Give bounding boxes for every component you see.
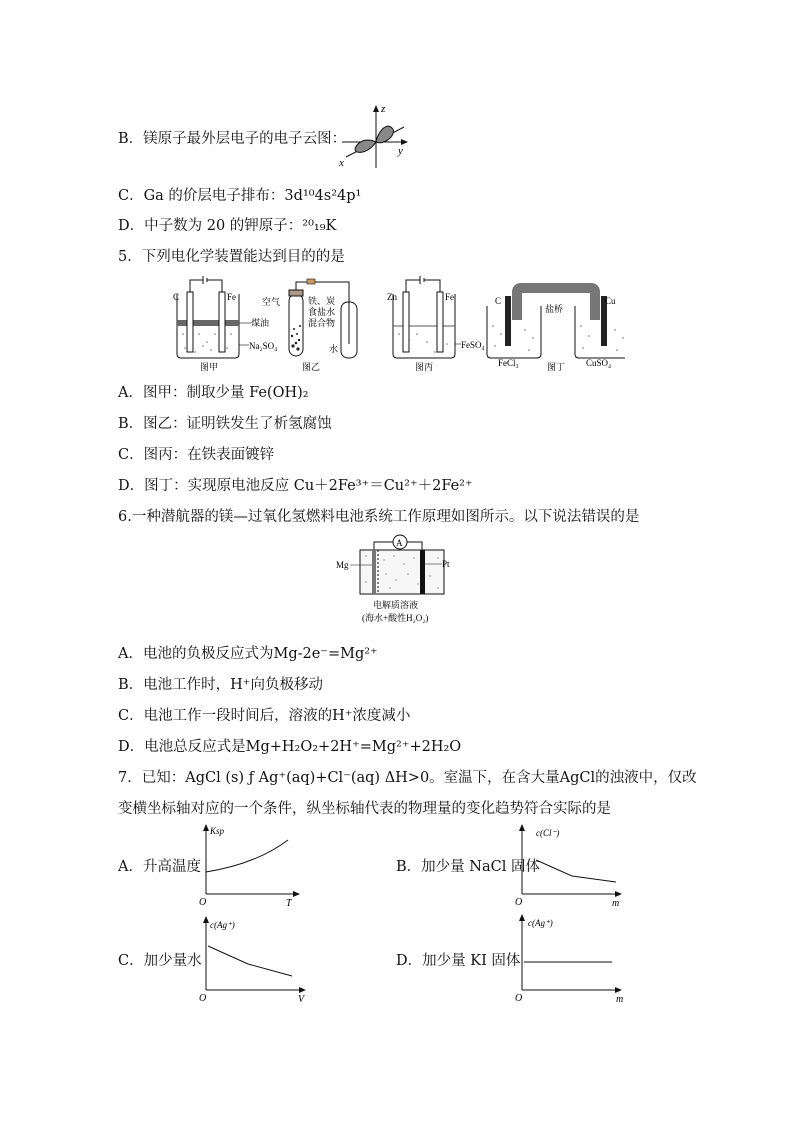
q6-caption-2: (海水+酸性H₂O₂)	[362, 613, 429, 623]
graph-a-xlabel: T	[286, 898, 292, 908]
mg-label: Mg	[336, 560, 349, 570]
graph-a-origin: O	[199, 897, 207, 908]
yi-air-label: 空气	[262, 297, 281, 307]
figure-jia	[173, 276, 277, 372]
jia-kerosene-label: 煤油	[251, 318, 270, 328]
q6-option-a: A．电池的负极反应式为Mg-2e⁻=Mg²⁺	[118, 646, 378, 662]
graph-c-curve	[208, 946, 292, 976]
yi-mix3-label: 混合物	[308, 318, 336, 328]
jia-caption: 图甲	[200, 362, 219, 372]
ding-c-label: C	[495, 296, 502, 306]
figure-ding	[487, 288, 625, 372]
q6-option-d: D．电池总反应式是Mg+H₂O₂+2H⁺=Mg²⁺+2H₂O	[118, 739, 462, 755]
bing-caption: 图丙	[415, 362, 434, 372]
q7-graph-b	[512, 822, 628, 908]
q7-graph-d	[512, 912, 628, 1004]
q5-option-a: A．图甲：制取少量 Fe(OH)₂	[118, 385, 309, 401]
graph-d-ylabel: c(Ag⁺)	[528, 918, 553, 928]
yi-caption: 图乙	[302, 362, 321, 372]
ding-bridge-label: 盐桥	[545, 304, 564, 314]
q6-option-c: C．电池工作一段时间后，溶液的H⁺浓度减小	[118, 708, 411, 724]
q6-caption-1: 电解质溶液	[373, 600, 419, 610]
graph-a-ylabel: Ksp	[210, 826, 225, 836]
figure-yi	[262, 279, 357, 372]
q5-option-d: D．图丁：实现原电池反应 Cu＋2Fe³⁺＝Cu²⁺＋2Fe²⁺	[118, 478, 473, 494]
bing-fe-label: Fe	[445, 292, 454, 302]
option-c-prev: C．Ga 的价层电子排布：3d¹⁰4s²4p¹	[118, 188, 362, 204]
q7-option-b-label: B．加少量 NaCl 固体	[396, 859, 540, 875]
q5-figures	[165, 274, 625, 372]
q7-graph-a	[196, 822, 306, 908]
ding-caption: 图丁	[547, 362, 566, 372]
q7-stem-line1: 7．已知：AgCl (s) ƒ Ag⁺(aq)+Cl⁻(aq) ΔH>0。室温下，在含大量AgCl的浊液中，仅改	[118, 770, 697, 786]
axis-x-label: x	[339, 157, 344, 169]
q6-figure	[330, 534, 470, 626]
pt-label: Pt	[442, 559, 450, 569]
graph-d-xlabel: m	[616, 994, 624, 1004]
ding-right-label: CuSO₄	[586, 358, 612, 368]
electron-cloud-figure	[336, 102, 416, 172]
ding-cu-label: Cu	[605, 296, 616, 306]
graph-d-origin: O	[515, 993, 523, 1004]
q5-stem: 5．下列电化学装置能达到目的的是	[118, 249, 345, 265]
figure-bing	[387, 276, 485, 372]
graph-b-ylabel: c(Cl⁻)	[536, 828, 560, 838]
bing-electrolyte-label: FeSO₄	[461, 340, 485, 350]
yi-mix1-label: 铁、炭	[308, 296, 336, 306]
q7-option-d-label: D．加少量 KI 固体	[396, 953, 521, 969]
graph-c-origin: O	[199, 993, 207, 1004]
q7-stem-line2: 变横坐标轴对应的一个条件，纵坐标轴代表的物理量的变化趋势符合实际的是	[118, 801, 611, 817]
ding-left-label: FeCl₃	[498, 358, 519, 368]
graph-b-origin: O	[515, 897, 523, 908]
graph-c-ylabel: c(Ag⁺)	[210, 920, 235, 930]
option-d-prev	[118, 216, 336, 236]
q5-option-b: B．图乙：证明铁发生了析氢腐蚀	[118, 416, 332, 432]
q7-graph-c	[196, 914, 312, 1004]
graph-b-curve	[536, 860, 616, 882]
nuclide-symbol: ²⁰₁₉K	[302, 218, 337, 234]
axis-y-label: y	[398, 145, 403, 157]
axis-z-label: z	[381, 103, 386, 115]
q5-option-c: C．图丙：在铁表面镀锌	[118, 447, 275, 463]
jia-electrolyte-label: Na₂SO₄	[249, 341, 278, 351]
option-d-prev-text: D．中子数为 20 的钾原子：	[118, 218, 303, 234]
ammeter-label: A	[396, 538, 403, 548]
option-b-prev: B．镁原子最外层电子的电子云图：	[118, 131, 347, 147]
jia-fe-label: Fe	[227, 292, 236, 302]
jia-c-label: C	[173, 292, 180, 302]
bing-zn-label: Zn	[387, 292, 397, 302]
q7-option-c-label: C．加少量水	[118, 953, 202, 969]
yi-water-label: 水	[329, 344, 339, 354]
graph-a-curve	[206, 840, 288, 872]
q7-option-a-label: A．升高温度	[118, 859, 201, 875]
yi-mix2-label: 食盐水	[308, 307, 336, 317]
graph-b-xlabel: m	[612, 898, 620, 908]
q6-option-b: B．电池工作时，H⁺向负极移动	[118, 677, 323, 693]
q6-stem: 6.一种潜航器的镁—过氧化氢燃料电池系统工作原理如图所示。以下说法错误的是	[118, 509, 640, 525]
graph-c-xlabel: V	[298, 994, 305, 1004]
